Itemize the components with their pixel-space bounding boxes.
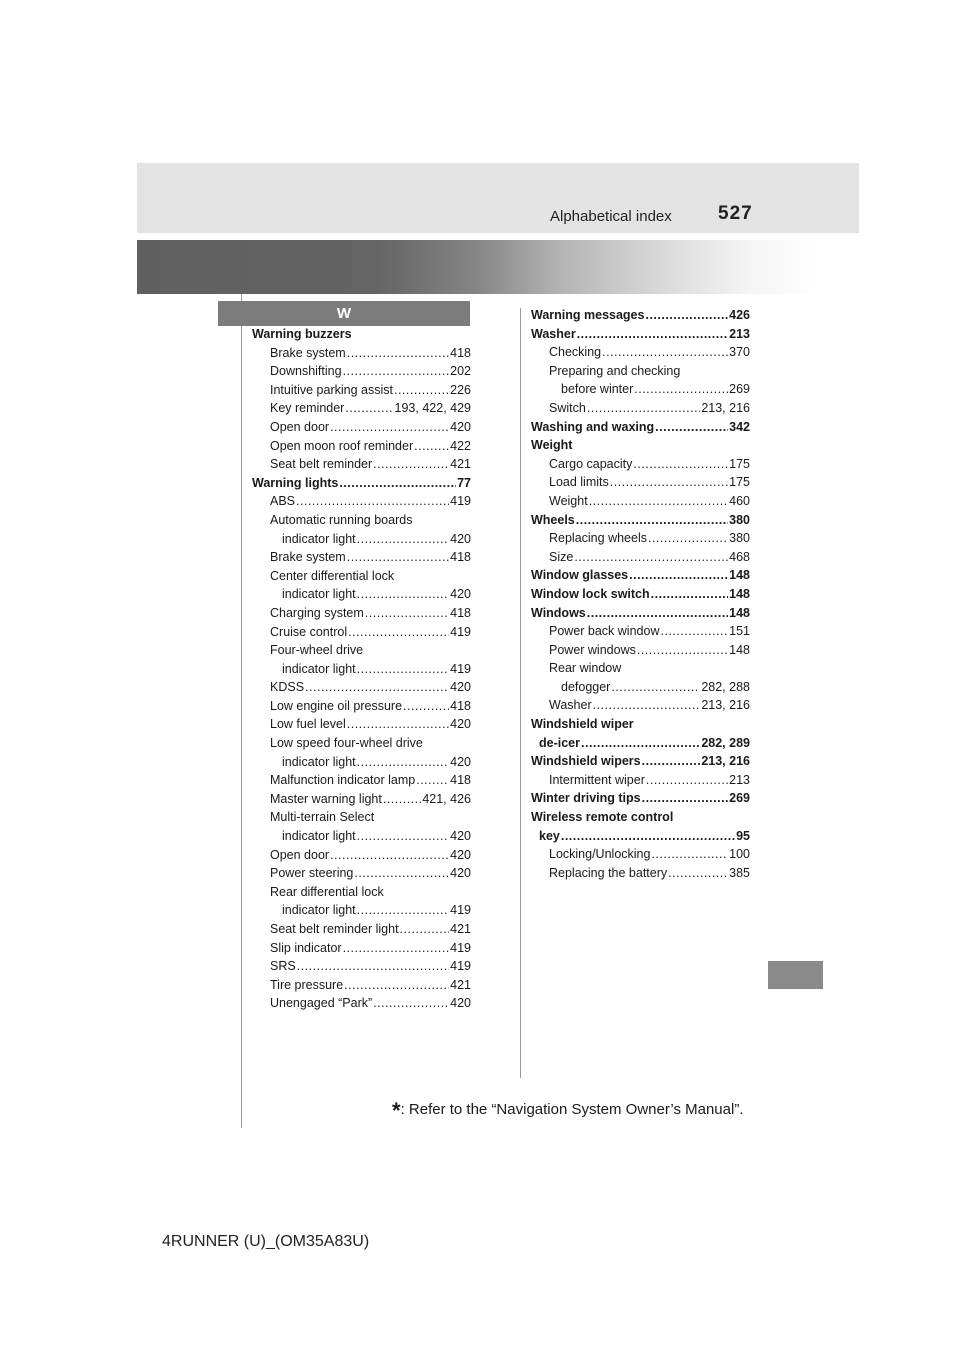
index-entry-term: Washer: [531, 326, 576, 341]
index-entry-term: defogger: [561, 679, 611, 694]
index-entry-term: Master warning light: [270, 791, 382, 806]
index-entry-page: 418: [450, 345, 471, 360]
index-entry-term: Warning messages: [531, 308, 645, 322]
index-entry-term: Washer: [549, 698, 592, 713]
index-entry: [531, 585, 750, 604]
index-entry: [531, 864, 750, 883]
index-entry: [252, 994, 471, 1013]
index-entry-term: Rear window: [549, 661, 622, 676]
index-entry-term: Key reminder: [270, 401, 345, 416]
index-entry-term: SRS: [270, 959, 296, 974]
index-entry-term: Tire pressure: [270, 977, 344, 992]
index-entry: [531, 771, 750, 790]
index-entry: [252, 455, 471, 474]
index-entry-leader-dots: [602, 343, 728, 362]
index-entry: [252, 362, 471, 381]
index-entry-term: Winter driving tips: [531, 791, 641, 806]
index-entry-term: key: [539, 828, 560, 843]
index-entry-leader-dots: [589, 492, 728, 511]
index-entry: [252, 660, 471, 679]
index-entry: [252, 530, 471, 549]
index-entry-page: 213, 216: [701, 698, 750, 713]
index-entry: [252, 325, 471, 344]
left-margin-rule: [241, 294, 242, 1128]
index-entry-leader-dots: [646, 771, 728, 790]
index-entry-page: 151: [729, 624, 750, 639]
index-entry-page: 282, 289: [701, 735, 750, 750]
index-entry-leader-dots: [357, 827, 449, 846]
index-entry-term: Automatic running boards: [270, 512, 413, 527]
index-entry-term: indicator light: [282, 587, 356, 602]
index-entry: [252, 920, 471, 939]
index-entry-term: Wireless remote control: [531, 810, 674, 825]
index-entry: [531, 715, 750, 734]
index-entry-leader-dots: [330, 846, 449, 865]
index-entry-term: Warning buzzers: [252, 327, 352, 341]
index-entry-leader-dots: [610, 473, 728, 492]
index-entry-page: 269: [729, 382, 750, 397]
index-entry-leader-dots: [642, 789, 729, 808]
index-entry-term: Low fuel level: [270, 717, 346, 732]
index-entry-term: Weight: [531, 438, 573, 453]
index-entry: [531, 641, 750, 660]
index-entry-leader-dots: [629, 566, 728, 585]
index-entry-term: Warning lights: [252, 475, 339, 490]
index-entry-leader-dots: [330, 418, 449, 437]
index-entry-term: Unengaged “Park”: [270, 996, 373, 1011]
index-entry-page: 418: [450, 605, 471, 620]
index-entry-page: 420: [450, 866, 471, 881]
index-letter-header: W: [218, 301, 470, 326]
index-entry-term: indicator light: [282, 903, 356, 918]
index-entry-leader-dots: [347, 344, 449, 363]
index-entry: [252, 771, 471, 790]
index-entry: [252, 511, 471, 530]
index-entry-term: Four-wheel drive: [270, 643, 364, 658]
index-entry-leader-dots: [581, 734, 700, 753]
index-entry-leader-dots: [347, 548, 449, 567]
index-entry-term: Replacing the battery: [549, 865, 668, 880]
index-entry-leader-dots: [344, 976, 449, 995]
index-entry: [252, 604, 471, 623]
index-entry-term: Cargo capacity: [549, 456, 633, 471]
index-entry-term: indicator light: [282, 531, 356, 546]
index-entry-term: Windshield wipers: [531, 754, 641, 769]
index-entry: [252, 957, 471, 976]
index-entry-term: Load limits: [549, 475, 609, 490]
footnote-marker: *: [392, 1098, 401, 1123]
index-entry-term: Low speed four-wheel drive: [270, 736, 423, 751]
index-entry-leader-dots: [611, 678, 700, 697]
index-entry-leader-dots: [587, 604, 728, 623]
index-entry-page: 420: [450, 587, 471, 602]
index-entry-leader-dots: [400, 920, 450, 939]
index-entry-term: Center differential lock: [270, 568, 395, 583]
index-entry-leader-dots: [297, 957, 449, 976]
index-entry: [252, 437, 471, 456]
index-entry-page: 420: [450, 680, 471, 695]
index-entry-page: 421: [450, 457, 471, 472]
index-entry: [252, 344, 471, 363]
index-entry-term: Low engine oil pressure: [270, 698, 403, 713]
index-entry-term: Open door: [270, 847, 330, 862]
index-entry-leader-dots: [296, 492, 449, 511]
index-entry-term: Cruise control: [270, 624, 348, 639]
index-entry: [531, 789, 750, 808]
index-entry-page: 100: [729, 847, 750, 862]
index-entry-leader-dots: [651, 845, 728, 864]
index-entry-leader-dots: [668, 864, 728, 883]
index-entry: [252, 827, 471, 846]
index-entry-page: 226: [450, 382, 471, 397]
index-entry-leader-dots: [655, 418, 728, 437]
index-entry-leader-dots: [414, 437, 449, 456]
index-entry-term: Brake system: [270, 345, 346, 360]
index-entry: [252, 381, 471, 400]
index-entry-term: Multi-terrain Select: [270, 810, 375, 825]
index-entry-term: Weight: [549, 493, 588, 508]
index-entry-term: de-icer: [539, 735, 580, 750]
index-entry-term: Seat belt reminder light: [270, 922, 399, 936]
index-entry-term: Malfunction indicator lamp: [270, 773, 416, 788]
index-entry-term: Downshifting: [270, 364, 342, 379]
index-entry-leader-dots: [343, 362, 450, 381]
index-entry: [531, 622, 750, 641]
index-entry: [531, 380, 750, 399]
index-entry-term: Switch: [549, 400, 586, 415]
header-gradient-bar: [137, 240, 820, 294]
index-entry-page: 420: [450, 754, 471, 769]
index-entry: [531, 696, 750, 715]
index-entry-leader-dots: [637, 641, 728, 660]
index-entry: [252, 734, 471, 753]
footnote-text: : Refer to the “Navigation System Owner’s Manual”.: [400, 1101, 744, 1118]
index-entry-term: Charging system: [270, 605, 364, 620]
index-entry: [531, 808, 750, 827]
index-entry: [531, 492, 750, 511]
index-entry-page: 213, 216: [701, 400, 750, 415]
index-entry: [531, 604, 750, 623]
index-entry: [531, 659, 750, 678]
index-entry-page: 342: [729, 419, 750, 434]
index-entry-page: 419: [450, 940, 471, 955]
index-entry: [531, 436, 750, 455]
index-entry: [252, 623, 471, 642]
section-thumb-tab: [768, 961, 823, 989]
index-entry-page: 269: [729, 791, 750, 806]
index-entry: [531, 734, 750, 753]
index-entry-leader-dots: [357, 660, 449, 679]
index-entry-term: Seat belt reminder: [270, 457, 373, 472]
index-entry-leader-dots: [365, 604, 449, 623]
index-entry: [252, 548, 471, 567]
index-entry-page: 380: [729, 512, 750, 527]
footnote: [392, 1098, 743, 1124]
index-entry: [252, 715, 471, 734]
index-entry-leader-dots: [357, 901, 449, 920]
index-entry: [252, 418, 471, 437]
index-entry-leader-dots: [660, 622, 728, 641]
index-entry: [252, 678, 471, 697]
section-title: Alphabetical index: [550, 208, 672, 225]
page-number: 527: [718, 203, 753, 224]
index-entry-leader-dots: [574, 548, 728, 567]
index-entry-term: Locking/Unlocking: [549, 847, 651, 862]
index-entry-page: 468: [729, 549, 750, 564]
index-entry-page: 385: [729, 865, 750, 880]
index-entry-leader-dots: [651, 585, 728, 604]
index-entry: [252, 790, 471, 809]
index-entry-term: Power back window: [549, 624, 660, 639]
index-entry-page: 418: [450, 773, 471, 788]
index-entry-leader-dots: [587, 399, 701, 418]
index-entry-term: Washing and waxing: [531, 419, 655, 434]
index-entry-leader-dots: [576, 511, 728, 530]
index-entry-leader-dots: [339, 474, 456, 493]
index-entry-leader-dots: [345, 399, 393, 418]
index-entry-term: Intuitive parking assist: [270, 382, 393, 397]
index-entry-page: 419: [450, 903, 471, 918]
index-entry: [531, 845, 750, 864]
index-entry-term: indicator light: [282, 829, 356, 844]
index-entry-term: Checking: [549, 345, 602, 360]
footer-model-code: 4RUNNER (U)_(OM35A83U): [162, 1233, 370, 1250]
index-entry-term: Power windows: [549, 642, 636, 657]
index-entry-leader-dots: [394, 381, 449, 400]
index-entry-term: KDSS: [270, 680, 305, 695]
index-entry-term: Window lock switch: [531, 586, 650, 601]
index-entry: [252, 901, 471, 920]
index-entry-page: 422: [450, 438, 471, 453]
index-entry-term: Intermittent wiper: [549, 772, 645, 787]
index-entry: [531, 473, 750, 492]
index-entry-term: Wheels: [531, 512, 575, 527]
index-entry-page: 213: [729, 326, 750, 341]
index-entry-term: Open door: [270, 419, 330, 434]
index-entry-term: Window glasses: [531, 568, 629, 583]
index-entry-leader-dots: [561, 827, 735, 846]
index-entry-leader-dots: [403, 697, 449, 716]
index-entry-term: Size: [549, 549, 574, 564]
index-entry: [252, 641, 471, 660]
index-entry-page: 419: [450, 661, 471, 676]
index-entry-page: 175: [729, 475, 750, 490]
index-entry: [252, 585, 471, 604]
index-entry-leader-dots: [593, 696, 701, 715]
index-entry-leader-dots: [357, 753, 449, 772]
index-entry: [252, 399, 471, 418]
index-entry: [252, 474, 471, 493]
index-entry-term: indicator light: [282, 754, 356, 769]
index-entry-page: 202: [450, 364, 471, 379]
index-entry-leader-dots: [347, 715, 449, 734]
index-entry-leader-dots: [633, 455, 728, 474]
index-entry-leader-dots: [343, 939, 450, 958]
index-entry: [252, 567, 471, 586]
index-entry-page: 421: [450, 922, 471, 936]
index-entry: [252, 753, 471, 772]
index-entry-page: 193, 422, 429: [394, 401, 471, 416]
index-entry-page: 77: [457, 475, 471, 490]
index-entry-leader-dots: [634, 380, 728, 399]
index-entry-term: before winter: [561, 382, 634, 397]
index-entry: [252, 939, 471, 958]
index-entry-page: 420: [450, 717, 471, 732]
index-entry-page: 420: [450, 847, 471, 862]
index-entry: [252, 492, 471, 511]
index-entry-page: 418: [450, 550, 471, 565]
index-entry: [531, 566, 750, 585]
index-entry-term: Preparing and checking: [549, 363, 681, 378]
index-entry-page: 419: [450, 624, 471, 639]
index-entry-page: 148: [729, 586, 750, 601]
index-entry-page: 418: [450, 698, 471, 713]
index-entry-leader-dots: [648, 529, 728, 548]
index-entry-term: indicator light: [282, 661, 356, 676]
index-entry-page: 421, 426: [422, 791, 471, 806]
index-entry-term: Power steering: [270, 866, 354, 881]
index-entry-leader-dots: [354, 864, 449, 883]
index-entry-leader-dots: [373, 994, 449, 1013]
index-entry-page: 148: [729, 605, 750, 620]
index-entry-page: 419: [450, 494, 471, 509]
index-entry-page: 95: [736, 828, 750, 843]
index-entry-page: 282, 288: [701, 679, 750, 694]
index-entry-term: ABS: [270, 494, 296, 509]
index-entry-leader-dots: [645, 306, 728, 325]
index-entry-page: 421: [450, 977, 471, 992]
index-entry: [531, 343, 750, 362]
index-column-right: [531, 306, 750, 882]
index-entry-page: 370: [729, 345, 750, 360]
index-entry: [531, 678, 750, 697]
index-entry: [531, 399, 750, 418]
index-entry-page: 420: [450, 996, 471, 1011]
index-entry-leader-dots: [642, 752, 701, 771]
index-entry: [252, 697, 471, 716]
index-entry-page: 419: [450, 959, 471, 974]
index-entry-page: 420: [450, 419, 471, 434]
index-entry-term: Replacing wheels: [549, 531, 647, 546]
index-entry-page: 148: [729, 642, 750, 657]
index-entry: [252, 883, 471, 902]
index-entry-leader-dots: [357, 585, 449, 604]
index-entry: [252, 808, 471, 827]
index-entry-page: 148: [729, 568, 750, 583]
index-entry: [531, 418, 750, 437]
index-entry-term: Brake system: [270, 550, 346, 565]
index-entry-page: 175: [729, 456, 750, 471]
index-entry-term: Open moon roof reminder: [270, 438, 414, 453]
index-entry-leader-dots: [357, 530, 449, 549]
index-entry-term: Windshield wiper: [531, 717, 634, 732]
index-entry: [531, 455, 750, 474]
index-entry-page: 213, 216: [701, 754, 750, 769]
index-entry-leader-dots: [383, 790, 421, 809]
index-entry-leader-dots: [305, 678, 449, 697]
index-entry: [531, 827, 750, 846]
index-entry-term: Rear differential lock: [270, 884, 384, 899]
index-entry-page: 460: [729, 493, 750, 508]
index-entry-leader-dots: [416, 771, 449, 790]
index-entry-page: 420: [450, 531, 471, 546]
index-entry-page: 420: [450, 829, 471, 844]
index-entry-page: 426: [729, 308, 750, 322]
index-entry-term: Windows: [531, 605, 586, 620]
index-column-left: [252, 325, 471, 1013]
index-entry: [531, 511, 750, 530]
index-entry: [531, 325, 750, 344]
index-entry: [252, 846, 471, 865]
index-entry-leader-dots: [577, 325, 728, 344]
index-entry: [531, 752, 750, 771]
index-entry-term: Slip indicator: [270, 940, 342, 955]
index-entry: [531, 362, 750, 381]
index-entry-leader-dots: [373, 455, 449, 474]
index-entry: [252, 864, 471, 883]
index-entry: [252, 976, 471, 995]
index-entry: [531, 548, 750, 567]
index-entry: [531, 306, 750, 325]
index-entry-page: 380: [729, 531, 750, 546]
index-entry-leader-dots: [348, 623, 449, 642]
index-entry-page: 213: [729, 772, 750, 787]
column-divider: [520, 308, 521, 1078]
index-entry: [531, 529, 750, 548]
